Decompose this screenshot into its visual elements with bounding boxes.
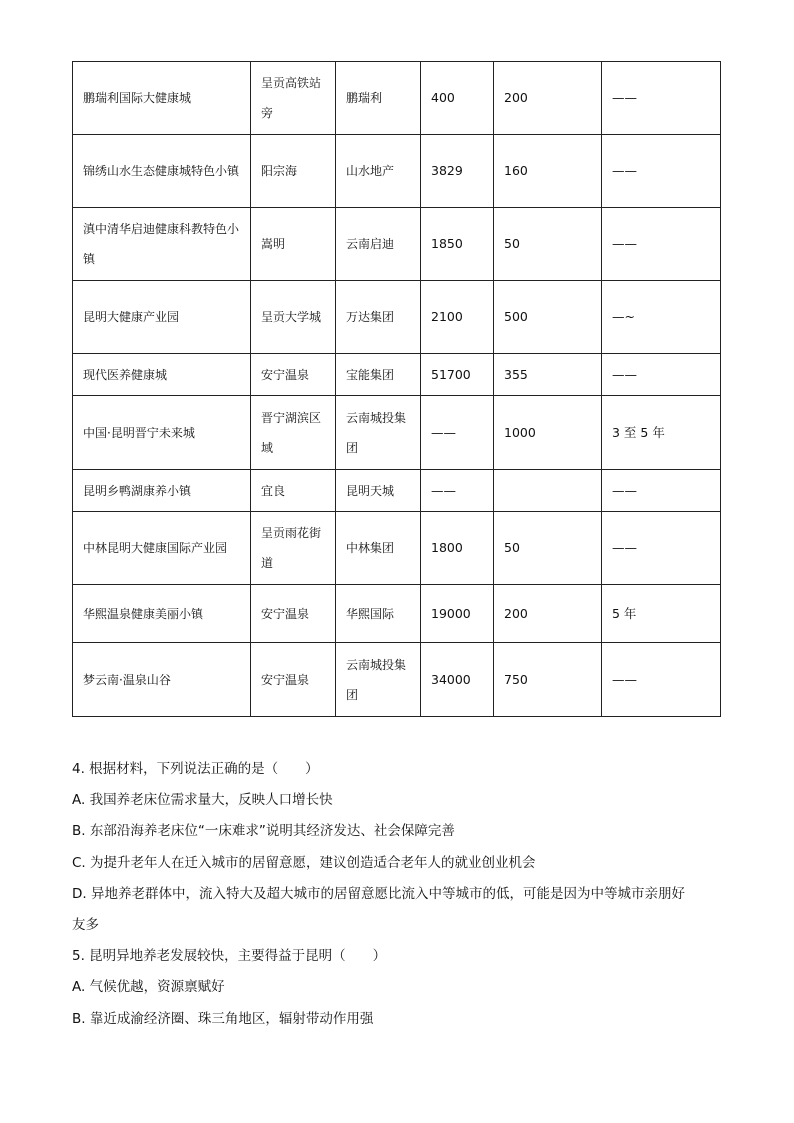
table-row	[73, 396, 721, 470]
cell-text: 华熙国际	[346, 606, 395, 621]
location-cell	[251, 354, 336, 396]
project-table	[72, 61, 721, 717]
cell-text: 中林昆明大健康国际产业园	[83, 541, 228, 555]
table-row	[73, 281, 721, 354]
developer-cell	[336, 512, 421, 585]
area-cell	[494, 208, 602, 281]
investment-cell	[421, 470, 494, 512]
project-name-cell	[73, 281, 251, 354]
cell-text: 5 年	[612, 605, 637, 621]
cell-text: 安宁温泉	[261, 672, 310, 687]
location-cell	[251, 396, 336, 470]
cell-text: ——	[612, 540, 637, 555]
area-cell	[494, 512, 602, 585]
table-row	[73, 135, 721, 208]
area-cell	[494, 585, 602, 643]
cell-text: 安宁温泉	[261, 606, 310, 621]
cell-text: 宜良	[261, 483, 286, 498]
cell-text: 阳宗海	[261, 164, 298, 178]
question-5-option-b: B. 靠近成渝经济圈、珠三角地区，辐射带动作用强	[72, 1010, 374, 1027]
cell-text: 山水地产	[346, 164, 395, 178]
investment-cell	[421, 512, 494, 585]
cell-text: 呈贡雨花街道	[261, 526, 322, 570]
investment-cell	[421, 62, 494, 135]
cell-text: 500	[504, 309, 528, 324]
area-cell	[494, 470, 602, 512]
question-4-option-c: C. 为提升老年人在迁入城市的居留意愿，建议创造适合老年人的就业创业机会	[72, 854, 536, 871]
investment-cell	[421, 354, 494, 396]
cell-text: —~	[612, 309, 635, 324]
project-name-cell	[73, 585, 251, 643]
location-cell	[251, 135, 336, 208]
period-cell	[602, 135, 721, 208]
cell-text: 滇中清华启迪健康科教特色小镇	[83, 222, 240, 266]
period-cell	[602, 512, 721, 585]
question-5-option-a: A. 气候优越，资源禀赋好	[72, 979, 225, 996]
project-name-cell	[73, 470, 251, 512]
location-cell	[251, 643, 336, 717]
location-cell	[251, 585, 336, 643]
cell-text: 355	[504, 366, 528, 382]
period-cell	[602, 354, 721, 396]
cell-text: 1000	[504, 424, 536, 440]
location-cell	[251, 62, 336, 135]
project-name-cell	[73, 208, 251, 281]
cell-text: 锦绣山水生态健康城特色小镇	[83, 164, 240, 178]
cell-text: 晋宁湖滨区域	[261, 410, 322, 455]
table-row	[73, 643, 721, 717]
period-cell	[602, 281, 721, 354]
cell-text: ——	[431, 424, 456, 440]
cell-text: 呈贡大学城	[261, 310, 322, 324]
cell-text: ——	[612, 482, 637, 498]
cell-text: 宝能集团	[346, 367, 395, 382]
question-4-stem: 4. 根据材料，下列说法正确的是（ ）	[72, 761, 319, 777]
cell-text: 3829	[431, 163, 463, 178]
area-cell	[494, 396, 602, 470]
location-cell	[251, 208, 336, 281]
table-row	[73, 512, 721, 585]
cell-text: 19000	[431, 605, 471, 621]
cell-text: 200	[504, 605, 528, 621]
table-row	[73, 585, 721, 643]
cell-text: 400	[431, 90, 455, 105]
table-row	[73, 208, 721, 281]
cell-text: 嵩明	[261, 237, 286, 251]
cell-text: 51700	[431, 366, 471, 382]
project-name-cell	[73, 354, 251, 396]
table-row	[73, 470, 721, 512]
cell-text: ——	[612, 671, 637, 687]
developer-cell	[336, 354, 421, 396]
investment-cell	[421, 585, 494, 643]
period-cell	[602, 62, 721, 135]
question-4-option-a: A. 我国养老床位需求量大，反映人口增长快	[72, 792, 333, 809]
project-name-cell	[73, 643, 251, 717]
cell-text: 万达集团	[346, 310, 395, 324]
cell-text: ——	[431, 482, 456, 498]
cell-text: 34000	[431, 671, 471, 687]
area-cell	[494, 135, 602, 208]
cell-text: 鹏瑞利	[346, 91, 383, 105]
developer-cell	[336, 470, 421, 512]
area-cell	[494, 281, 602, 354]
cell-text: 3 至 5 年	[612, 424, 665, 440]
cell-text: ——	[612, 90, 637, 105]
questions-section	[72, 754, 732, 1035]
period-cell	[602, 470, 721, 512]
project-name-cell	[73, 512, 251, 585]
cell-text: ——	[612, 236, 637, 251]
project-name-cell	[73, 396, 251, 470]
cell-text: ——	[612, 366, 637, 382]
area-cell	[494, 643, 602, 717]
cell-text: 1850	[431, 236, 463, 251]
cell-text: 昆明大健康产业园	[83, 310, 180, 324]
location-cell	[251, 512, 336, 585]
cell-text: 华熙温泉健康美丽小镇	[83, 606, 204, 621]
question-4-option-d-continued: 友多	[72, 917, 99, 934]
period-cell	[602, 585, 721, 643]
cell-text: 云南启迪	[346, 237, 395, 251]
cell-text: 160	[504, 163, 528, 178]
cell-text: ——	[612, 163, 637, 178]
developer-cell	[336, 62, 421, 135]
location-cell	[251, 470, 336, 512]
cell-text: 昆明天城	[346, 483, 395, 498]
cell-text: 50	[504, 540, 520, 555]
developer-cell	[336, 643, 421, 717]
area-cell	[494, 354, 602, 396]
cell-text: 200	[504, 90, 528, 105]
investment-cell	[421, 208, 494, 281]
location-cell	[251, 281, 336, 354]
question-4-option-d: D. 异地养老群体中，流入特大及超大城市的居留意愿比流入中等城市的低，可能是因为中等城市亲朋好	[72, 885, 685, 902]
investment-cell	[421, 281, 494, 354]
cell-text: 呈贡高铁站旁	[261, 76, 322, 120]
table-row	[73, 354, 721, 396]
project-name-cell	[73, 135, 251, 208]
table-row	[73, 62, 721, 135]
period-cell	[602, 208, 721, 281]
cell-text: 1800	[431, 540, 463, 555]
cell-text: 安宁温泉	[261, 367, 310, 382]
investment-cell	[421, 396, 494, 470]
cell-text: 中林集团	[346, 541, 395, 555]
developer-cell	[336, 281, 421, 354]
developer-cell	[336, 396, 421, 470]
cell-text: 云南城投集团	[346, 657, 407, 702]
cell-text: 50	[504, 236, 520, 251]
cell-text: 梦云南·温泉山谷	[83, 672, 171, 687]
developer-cell	[336, 135, 421, 208]
question-5-stem: 5. 昆明异地养老发展较快，主要得益于昆明（ ）	[72, 948, 387, 965]
investment-cell	[421, 135, 494, 208]
cell-text: 鹏瑞利国际大健康城	[83, 91, 192, 105]
developer-cell	[336, 208, 421, 281]
investment-cell	[421, 643, 494, 717]
cell-text: 昆明乡鸭湖康养小镇	[83, 483, 192, 498]
period-cell	[602, 643, 721, 717]
cell-text: 现代医养健康城	[83, 367, 168, 382]
area-cell	[494, 62, 602, 135]
cell-text: 2100	[431, 309, 463, 324]
cell-text: 云南城投集团	[346, 410, 407, 455]
project-name-cell	[73, 62, 251, 135]
period-cell	[602, 396, 721, 470]
cell-text: 中国·昆明晋宁未来城	[83, 425, 195, 440]
cell-text: 750	[504, 671, 528, 687]
question-4-option-b: B. 东部沿海养老床位“一床难求”说明其经济发达、社会保障完善	[72, 823, 455, 840]
developer-cell	[336, 585, 421, 643]
